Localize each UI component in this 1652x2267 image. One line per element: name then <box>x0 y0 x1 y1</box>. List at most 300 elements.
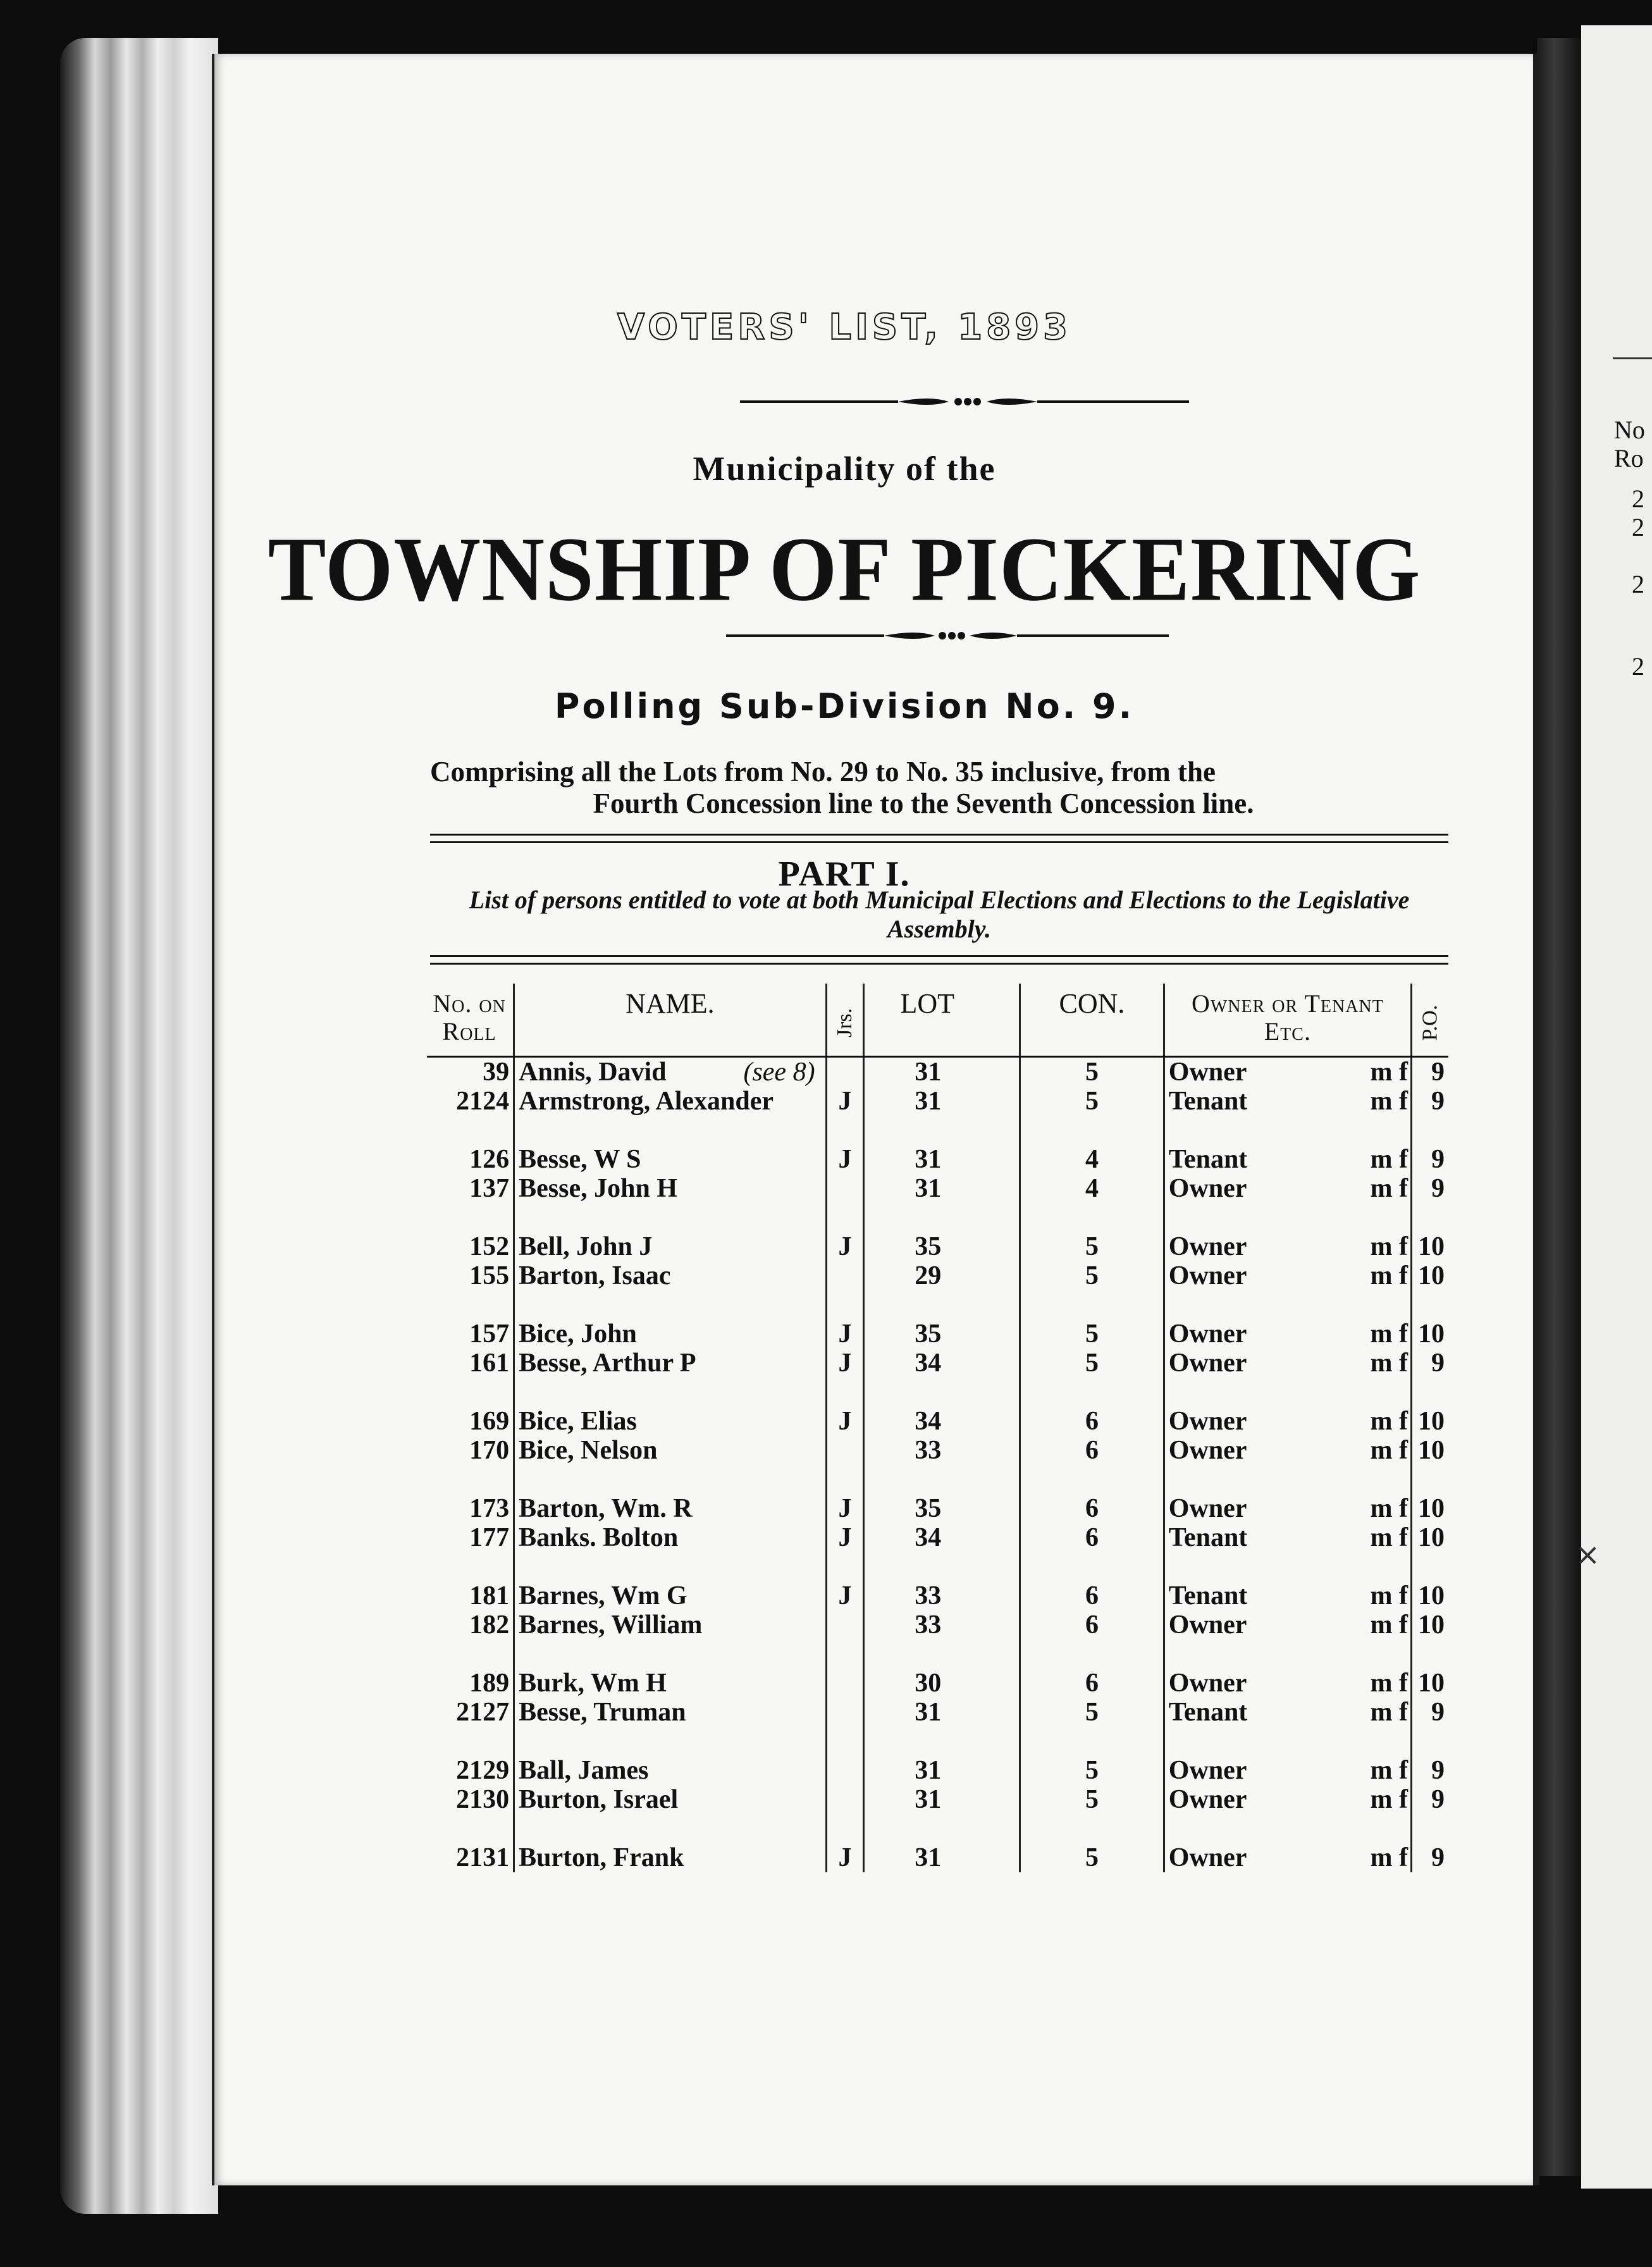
roll-number-cell <box>427 1581 514 1610</box>
spacer-cell <box>864 1640 1020 1669</box>
jurors-cell-text: J <box>838 1581 852 1610</box>
post-office-cell <box>1411 1436 1448 1465</box>
roll-number-cell <box>427 1523 514 1552</box>
post-office-cell <box>1411 1232 1448 1261</box>
spacer-row <box>427 1203 1448 1232</box>
spacer-cell <box>1304 1727 1411 1756</box>
post-office-cell <box>1411 1843 1448 1872</box>
roll-number-cell <box>427 1232 514 1261</box>
voter-name-cell-text: Armstrong, Alexander <box>519 1087 774 1116</box>
voter-name-cell-text: Bice, Nelson <box>519 1436 658 1465</box>
roll-number-cell-text: 161 <box>469 1349 510 1378</box>
spacer-cell <box>427 1640 514 1669</box>
roll-number-cell <box>427 1756 514 1785</box>
voter-name-cell <box>514 1087 826 1116</box>
spacer-cell <box>1020 1116 1164 1145</box>
concession-cell-text: 5 <box>1085 1261 1099 1290</box>
jurors-cell <box>826 1232 864 1261</box>
table-row <box>427 1145 1448 1174</box>
concession-cell-text: 5 <box>1085 1843 1099 1872</box>
owner-tenant-cell <box>1164 1087 1304 1116</box>
jurors-cell <box>826 1349 864 1378</box>
owner-tenant-cell <box>1164 1669 1304 1698</box>
facing-header-line2: Ro <box>1614 444 1644 473</box>
spacer-cell <box>1304 1116 1411 1145</box>
comprising-line-2: Fourth Concession line to the Seventh Concession line. <box>593 788 1254 819</box>
table-row <box>427 1698 1448 1727</box>
owner-tenant-cell-text: Owner <box>1168 1232 1247 1261</box>
spacer-cell <box>514 1378 826 1407</box>
concession-cell <box>1020 1756 1164 1785</box>
spacer-cell <box>826 1640 864 1669</box>
qualification-cell <box>1304 1523 1411 1552</box>
qualification-cell <box>1304 1087 1411 1116</box>
spacer-cell <box>427 1814 514 1843</box>
concession-cell <box>1020 1145 1164 1174</box>
qualification-cell <box>1304 1436 1411 1465</box>
spacer-cell <box>427 1552 514 1581</box>
post-office-cell <box>1411 1145 1448 1174</box>
spacer-cell <box>864 1552 1020 1581</box>
spacer-cell <box>1304 1465 1411 1494</box>
voter-name-cell <box>514 1610 826 1640</box>
book-page-edges <box>60 38 218 2214</box>
lot-cell <box>864 1698 1020 1727</box>
voter-name-cell-text: Ball, James <box>519 1756 649 1785</box>
lot-cell-text: 31 <box>915 1058 942 1087</box>
concession-cell <box>1020 1698 1164 1727</box>
roll-number-cell <box>427 1494 514 1523</box>
table-row <box>427 1261 1448 1290</box>
lot-cell-text: 33 <box>915 1581 942 1610</box>
lot-cell-text: 34 <box>915 1349 942 1378</box>
lot-cell <box>864 1669 1020 1698</box>
post-office-cell <box>1411 1698 1448 1727</box>
roll-number-cell-text: 39 <box>483 1058 510 1087</box>
jurors-cell <box>826 1756 864 1785</box>
voter-name-cell-text: Burk, Wm H <box>519 1669 667 1698</box>
concession-cell-text: 5 <box>1085 1698 1099 1727</box>
jurors-cell <box>826 1319 864 1349</box>
spacer-cell <box>514 1640 826 1669</box>
jurors-cell <box>826 1174 864 1203</box>
voter-name-cell <box>514 1436 826 1465</box>
jurors-cell <box>826 1087 864 1116</box>
cross-reference-note: (see 8) <box>743 1058 815 1087</box>
jurors-cell-text: J <box>838 1843 852 1872</box>
lot-cell-text: 35 <box>915 1494 942 1523</box>
spacer-cell <box>427 1290 514 1319</box>
owner-tenant-cell <box>1164 1494 1304 1523</box>
spacer-cell <box>864 1290 1020 1319</box>
concession-cell-text: 4 <box>1085 1145 1099 1174</box>
spacer-cell <box>514 1552 826 1581</box>
concession-cell-text: 5 <box>1085 1756 1099 1785</box>
spacer-cell <box>1411 1640 1448 1669</box>
owner-tenant-cell <box>1164 1523 1304 1552</box>
spacer-cell <box>826 1203 864 1232</box>
jurors-cell <box>826 1261 864 1290</box>
facing-digit: 2 <box>1632 570 1644 598</box>
jurors-cell-text: J <box>838 1232 852 1261</box>
roll-number-cell-text: 2127 <box>456 1698 510 1727</box>
table-row <box>427 1174 1448 1203</box>
lot-cell-text: 31 <box>915 1698 942 1727</box>
spacer-cell <box>1020 1378 1164 1407</box>
spacer-cell <box>864 1727 1020 1756</box>
voter-name-cell-text: Burton, Frank <box>519 1843 684 1872</box>
spacer-cell <box>864 1378 1020 1407</box>
qualification-cell <box>1304 1349 1411 1378</box>
qualification-cell-text: m f <box>1370 1756 1408 1785</box>
post-office-cell-text: 10 <box>1418 1523 1445 1552</box>
spacer-cell <box>864 1465 1020 1494</box>
spacer-cell <box>826 1378 864 1407</box>
roll-number-cell <box>427 1843 514 1872</box>
roll-number-cell <box>427 1087 514 1116</box>
facing-digit: 2 <box>1632 513 1644 541</box>
spacer-cell <box>1020 1727 1164 1756</box>
jurors-cell <box>826 1407 864 1436</box>
column-header-lot: LOT <box>864 984 1020 1057</box>
lot-cell-text: 35 <box>915 1232 942 1261</box>
polling-subdivision-heading: Polling Sub-Division No. 9. <box>554 686 1135 726</box>
owner-tenant-cell <box>1164 1756 1304 1785</box>
qualification-cell-text: m f <box>1370 1494 1408 1523</box>
spacer-cell <box>514 1116 826 1145</box>
spacer-cell <box>1164 1378 1304 1407</box>
voter-name-cell-text: Besse, John H <box>519 1174 678 1203</box>
concession-cell <box>1020 1407 1164 1436</box>
post-office-cell-text: 9 <box>1431 1698 1445 1727</box>
qualification-cell <box>1304 1494 1411 1523</box>
spacer-row <box>427 1378 1448 1407</box>
voter-name-cell <box>514 1523 826 1552</box>
qualification-cell-text: m f <box>1370 1319 1408 1349</box>
owner-tenant-cell-text: Owner <box>1168 1610 1247 1640</box>
document-title: VOTERS' LIST, 1893 <box>617 307 1072 348</box>
owner-tenant-cell-text: Owner <box>1168 1261 1247 1290</box>
lot-cell <box>864 1610 1020 1640</box>
jurors-cell-text: J <box>838 1319 852 1349</box>
column-header-po: P.O. <box>1411 984 1448 1057</box>
owner-tenant-cell-text: Tenant <box>1168 1523 1248 1552</box>
post-office-cell-text: 10 <box>1418 1319 1445 1349</box>
voter-name-cell <box>514 1261 826 1290</box>
voter-name-cell <box>514 1057 826 1087</box>
post-office-cell-text: 10 <box>1418 1494 1445 1523</box>
lot-cell <box>864 1407 1020 1436</box>
qualification-cell-text: m f <box>1370 1174 1408 1203</box>
facing-page-rule <box>1613 357 1652 359</box>
part-subtitle: List of persons entitled to vote at both Municipal Elections and Elections to the Legislative Assembly. <box>469 886 1410 943</box>
table-row <box>427 1669 1448 1698</box>
roll-number-cell <box>427 1698 514 1727</box>
facing-header-line1: No <box>1614 416 1645 444</box>
post-office-cell-text: 9 <box>1431 1349 1445 1378</box>
owner-tenant-cell-text: Owner <box>1168 1407 1247 1436</box>
comprising-text <box>430 756 1455 819</box>
lot-cell-text: 34 <box>915 1523 942 1552</box>
post-office-cell-text: 10 <box>1418 1261 1445 1290</box>
column-header-jrs: Jrs. <box>826 984 864 1057</box>
concession-cell-text: 6 <box>1085 1407 1099 1436</box>
concession-cell-text: 5 <box>1085 1319 1099 1349</box>
table-row <box>427 1232 1448 1261</box>
municipality-heading: Municipality of the <box>693 450 996 488</box>
owner-tenant-cell-text: Owner <box>1168 1843 1247 1872</box>
spacer-cell <box>1411 1290 1448 1319</box>
owner-tenant-cell <box>1164 1145 1304 1174</box>
jurors-cell <box>826 1843 864 1872</box>
roll-number-cell <box>427 1174 514 1203</box>
concession-cell <box>1020 1843 1164 1872</box>
voter-name-cell-text: Barton, Isaac <box>519 1261 671 1290</box>
spacer-cell <box>1164 1465 1304 1494</box>
qualification-cell <box>1304 1319 1411 1349</box>
voter-name-cell <box>514 1669 826 1698</box>
voter-name-cell <box>514 1756 826 1785</box>
spacer-cell <box>1304 1378 1411 1407</box>
voter-name-cell <box>514 1698 826 1727</box>
lot-cell <box>864 1756 1020 1785</box>
concession-cell <box>1020 1581 1164 1610</box>
voter-name-cell-text: Bice, Elias <box>519 1407 637 1436</box>
voter-name-cell-text: Besse, Arthur P <box>519 1349 696 1378</box>
owner-tenant-cell-text: Owner <box>1168 1436 1247 1465</box>
roll-number-cell-text: 182 <box>469 1610 510 1640</box>
voter-name-cell-text: Burton, Israel <box>519 1785 679 1814</box>
roll-number-cell-text: 152 <box>469 1232 510 1261</box>
table-row <box>427 1436 1448 1465</box>
spacer-cell <box>1020 1290 1164 1319</box>
voter-name-cell <box>514 1145 826 1174</box>
roll-number-cell-text: 2129 <box>456 1756 510 1785</box>
concession-cell <box>1020 1494 1164 1523</box>
roll-number-cell-text: 173 <box>469 1494 510 1523</box>
lot-cell-text: 33 <box>915 1610 942 1640</box>
roll-number-cell <box>427 1669 514 1698</box>
spacer-cell <box>427 1203 514 1232</box>
roll-number-cell-text: 157 <box>469 1319 510 1349</box>
owner-tenant-cell <box>1164 1843 1304 1872</box>
post-office-cell <box>1411 1174 1448 1203</box>
concession-cell <box>1020 1523 1164 1552</box>
concession-cell-text: 6 <box>1085 1669 1099 1698</box>
concession-cell-text: 6 <box>1085 1436 1099 1465</box>
owner-tenant-cell-text: Owner <box>1168 1756 1247 1785</box>
qualification-cell-text: m f <box>1370 1087 1408 1116</box>
qualification-cell-text: m f <box>1370 1232 1408 1261</box>
concession-cell <box>1020 1669 1164 1698</box>
concession-cell <box>1020 1785 1164 1814</box>
qualification-cell <box>1304 1145 1411 1174</box>
spacer-cell <box>864 1814 1020 1843</box>
lot-cell <box>864 1174 1020 1203</box>
post-office-cell <box>1411 1407 1448 1436</box>
qualification-cell <box>1304 1581 1411 1610</box>
lot-cell <box>864 1087 1020 1116</box>
owner-tenant-cell-text: Tenant <box>1168 1581 1248 1610</box>
owner-tenant-cell <box>1164 1319 1304 1349</box>
roll-number-cell-text: 169 <box>469 1407 510 1436</box>
spacer-cell <box>514 1727 826 1756</box>
roll-number-cell-text: 155 <box>469 1261 510 1290</box>
spacer-cell <box>427 1116 514 1145</box>
jurors-cell <box>826 1698 864 1727</box>
post-office-cell <box>1411 1756 1448 1785</box>
spacer-cell <box>826 1552 864 1581</box>
roll-number-cell-text: 177 <box>469 1523 510 1552</box>
voter-name-cell-text: Besse, W S <box>519 1145 641 1174</box>
qualification-cell-text: m f <box>1370 1436 1408 1465</box>
spacer-cell <box>514 1290 826 1319</box>
owner-tenant-cell <box>1164 1785 1304 1814</box>
spacer-cell <box>864 1203 1020 1232</box>
concession-cell <box>1020 1232 1164 1261</box>
roll-number-cell <box>427 1785 514 1814</box>
lot-cell <box>864 1843 1020 1872</box>
qualification-cell <box>1304 1610 1411 1640</box>
spacer-cell <box>1164 1290 1304 1319</box>
voters-table <box>427 984 1448 1872</box>
concession-cell-text: 5 <box>1085 1349 1099 1378</box>
voters-table-body <box>427 1057 1448 1873</box>
spacer-cell <box>1411 1465 1448 1494</box>
voter-name-cell <box>514 1319 826 1349</box>
column-header-roll: No. on Roll <box>427 984 514 1057</box>
qualification-cell <box>1304 1698 1411 1727</box>
owner-tenant-cell <box>1164 1174 1304 1203</box>
lot-cell-text: 29 <box>915 1261 942 1290</box>
roll-number-cell-text: 181 <box>469 1581 510 1610</box>
township-heading: TOWNSHIP OF PICKERING <box>268 518 1421 620</box>
jurors-cell <box>826 1057 864 1087</box>
spacer-cell <box>1411 1203 1448 1232</box>
jurors-cell-text: J <box>838 1523 852 1552</box>
qualification-cell <box>1304 1756 1411 1785</box>
voter-name-cell-text: Besse, Truman <box>519 1698 686 1727</box>
post-office-cell <box>1411 1785 1448 1814</box>
spacer-cell <box>1411 1814 1448 1843</box>
spacer-cell <box>826 1814 864 1843</box>
book-gutter <box>1537 38 1581 2176</box>
voter-name-cell <box>514 1232 826 1261</box>
roll-number-cell-text: 126 <box>469 1145 510 1174</box>
qualification-cell-text: m f <box>1370 1145 1408 1174</box>
lot-cell-text: 31 <box>915 1087 942 1116</box>
spacer-cell <box>1020 1552 1164 1581</box>
column-header-con: CON. <box>1020 984 1164 1057</box>
owner-tenant-cell-text: Owner <box>1168 1174 1247 1203</box>
spacer-row <box>427 1465 1448 1494</box>
owner-tenant-cell <box>1164 1232 1304 1261</box>
table-row <box>427 1494 1448 1523</box>
spacer-row <box>427 1727 1448 1756</box>
voter-name-cell-text: Barton, Wm. R <box>519 1494 693 1523</box>
table-row <box>427 1523 1448 1552</box>
column-header-name: NAME. <box>514 984 826 1057</box>
qualification-cell <box>1304 1785 1411 1814</box>
voter-name-cell <box>514 1581 826 1610</box>
owner-tenant-cell-text: Tenant <box>1168 1145 1248 1174</box>
lot-cell <box>864 1261 1020 1290</box>
voter-name-cell-text: Bice, John <box>519 1319 637 1349</box>
facing-digit: 2 <box>1632 652 1644 681</box>
spacer-cell <box>1164 1640 1304 1669</box>
post-office-cell-text: 10 <box>1418 1436 1445 1465</box>
roll-number-cell <box>427 1610 514 1640</box>
concession-cell-text: 5 <box>1085 1785 1099 1814</box>
jurors-cell-text: J <box>838 1087 852 1116</box>
spacer-cell <box>1164 1727 1304 1756</box>
qualification-cell <box>1304 1057 1411 1087</box>
roll-number-cell-text: 2130 <box>456 1785 510 1814</box>
qualification-cell <box>1304 1261 1411 1290</box>
spacer-cell <box>1020 1465 1164 1494</box>
table-row <box>427 1407 1448 1436</box>
post-office-cell <box>1411 1261 1448 1290</box>
concession-cell <box>1020 1349 1164 1378</box>
spacer-cell <box>1411 1116 1448 1145</box>
roll-number-cell <box>427 1057 514 1087</box>
concession-cell-text: 5 <box>1085 1058 1099 1087</box>
post-office-cell-text: 10 <box>1418 1232 1445 1261</box>
roll-number-cell <box>427 1436 514 1465</box>
lot-cell-text: 34 <box>915 1407 942 1436</box>
post-office-cell-text: 9 <box>1431 1785 1445 1814</box>
post-office-cell-text: 10 <box>1418 1610 1445 1640</box>
lot-cell <box>864 1785 1020 1814</box>
owner-tenant-cell <box>1164 1349 1304 1378</box>
roll-number-cell-text: 2131 <box>456 1843 510 1872</box>
spacer-cell <box>427 1727 514 1756</box>
ornament-divider-top <box>740 392 1189 411</box>
concession-cell-text: 5 <box>1085 1232 1099 1261</box>
qualification-cell-text: m f <box>1370 1698 1408 1727</box>
qualification-cell-text: m f <box>1370 1669 1408 1698</box>
lot-cell-text: 31 <box>915 1174 942 1203</box>
post-office-cell-text: 10 <box>1418 1581 1445 1610</box>
qualification-cell-text: m f <box>1370 1581 1408 1610</box>
jurors-cell <box>826 1669 864 1698</box>
table-row <box>427 1756 1448 1785</box>
lot-cell-text: 31 <box>915 1843 942 1872</box>
spacer-row <box>427 1290 1448 1319</box>
roll-number-cell <box>427 1145 514 1174</box>
lot-cell <box>864 1581 1020 1610</box>
lot-cell <box>864 1057 1020 1087</box>
jurors-cell <box>826 1494 864 1523</box>
spacer-cell <box>1164 1552 1304 1581</box>
voter-name-cell <box>514 1843 826 1872</box>
spacer-cell <box>427 1465 514 1494</box>
lot-cell-text: 31 <box>915 1756 942 1785</box>
owner-tenant-cell-text: Owner <box>1168 1669 1247 1698</box>
facing-page-fragment <box>1581 25 1652 2189</box>
post-office-cell <box>1411 1581 1448 1610</box>
table-row <box>427 1581 1448 1610</box>
lot-cell-text: 33 <box>915 1436 942 1465</box>
voter-name-cell-text: Annis, David <box>519 1058 667 1087</box>
section-divider <box>430 834 1448 843</box>
post-office-cell-text: 9 <box>1431 1174 1445 1203</box>
spacer-cell <box>1304 1552 1411 1581</box>
roll-number-cell <box>427 1349 514 1378</box>
spacer-cell <box>1304 1814 1411 1843</box>
post-office-cell-text: 9 <box>1431 1058 1445 1087</box>
jurors-cell <box>826 1581 864 1610</box>
